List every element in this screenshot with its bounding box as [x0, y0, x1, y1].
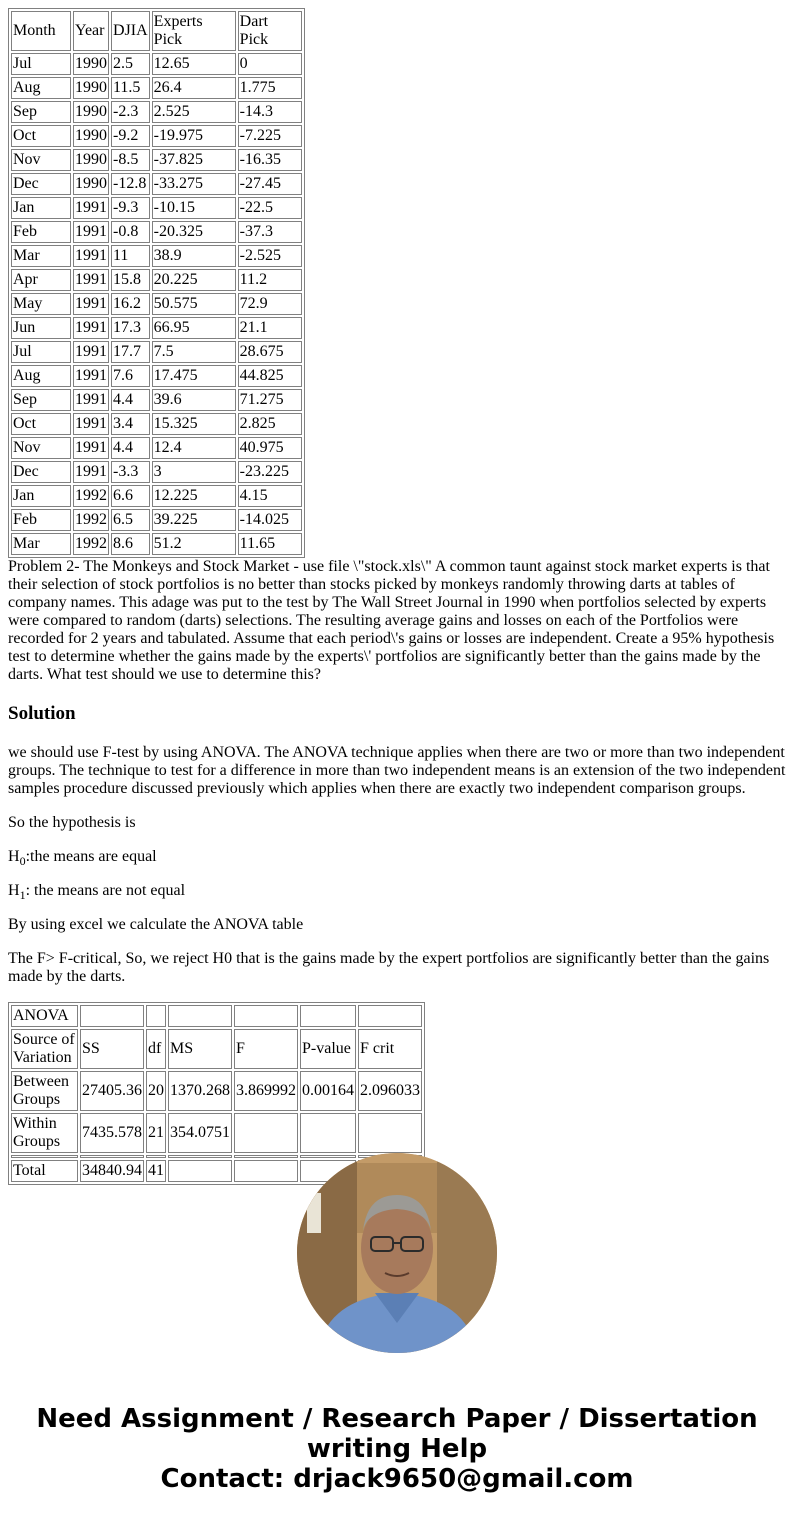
between-source: Between Groups — [11, 1071, 78, 1111]
dart-pick-cell: 0 — [238, 53, 302, 75]
anova-title-cell: ANOVA — [11, 1005, 78, 1027]
empty-cell — [80, 1005, 144, 1027]
dart-pick-cell: -7.225 — [238, 125, 302, 147]
between-p-value: 0.00164 — [300, 1071, 356, 1111]
problem-statement: Problem 2- The Monkeys and Stock Market - use file \"stock.xls\" A common taunt against stock market experts is that their selection of stock portfolios is no better than stocks picked by monkeys randomly throwing darts at tables of company names. This adage was put to the test by The Wall Street Journal in 1990 when portfolios selected by experts were compared to random (darts) selections. The resulting average gains and losses on each of the Portfolios were recorded for 2 years and tabulated. Assume that each period\'s gains or losses are independent. Create a 95% hypothesis test to determine whether the gains made by the experts\' portfolios are significantly better than the gains made by the darts. What test should we use to determine this? — [8, 558, 775, 683]
year-cell: 1991 — [73, 389, 109, 411]
month-cell: Dec — [11, 173, 71, 195]
djia-cell: -12.8 — [111, 173, 150, 195]
djia-cell: -8.5 — [111, 149, 150, 171]
month-cell: Dec — [11, 461, 71, 483]
stock-table-body — [11, 11, 302, 555]
h0-subscript: 0 — [19, 854, 26, 868]
dart-pick-cell: 21.1 — [238, 317, 302, 339]
djia-cell: 11 — [111, 245, 150, 267]
h1-subscript: 1 — [19, 888, 26, 902]
month-cell: Feb — [11, 221, 71, 243]
empty-cell — [234, 1005, 298, 1027]
experts-pick-cell: 51.2 — [152, 533, 236, 555]
empty-cell — [146, 1005, 166, 1027]
year-cell: 1992 — [73, 533, 109, 555]
djia-cell: -9.2 — [111, 125, 150, 147]
between-ms: 1370.268 — [168, 1071, 232, 1111]
within-f — [234, 1113, 298, 1153]
table-row — [11, 485, 302, 507]
within-source: Within Groups — [11, 1113, 78, 1153]
between-f: 3.869992 — [234, 1071, 298, 1111]
experts-pick-cell: -20.325 — [152, 221, 236, 243]
experts-pick-cell: 12.4 — [152, 437, 236, 459]
footer-banner — [0, 1404, 794, 1494]
table-row — [11, 77, 302, 99]
djia-cell: 11.5 — [111, 77, 150, 99]
h1-label: H — [8, 882, 20, 899]
month-cell: May — [11, 293, 71, 315]
djia-cell: 2.5 — [111, 53, 150, 75]
experts-pick-cell: -19.975 — [152, 125, 236, 147]
year-cell: 1990 — [73, 101, 109, 123]
djia-cell: -2.3 — [111, 101, 150, 123]
experts-pick-cell: -37.825 — [152, 149, 236, 171]
page-content — [8, 8, 786, 1185]
year-cell: 1991 — [73, 413, 109, 435]
month-cell: Mar — [11, 245, 71, 267]
djia-cell: 8.6 — [111, 533, 150, 555]
table-row — [11, 461, 302, 483]
experts-pick-cell: 20.225 — [152, 269, 236, 291]
month-cell: Sep — [11, 101, 71, 123]
between-f-crit: 2.096033 — [358, 1071, 422, 1111]
year-cell: 1990 — [73, 173, 109, 195]
year-cell: 1990 — [73, 125, 109, 147]
header-f-crit: F crit — [358, 1029, 422, 1069]
header-ss: SS — [80, 1029, 144, 1069]
header-source: Source of Variation — [11, 1029, 78, 1069]
year-cell: 1991 — [73, 461, 109, 483]
djia-cell: 15.8 — [111, 269, 150, 291]
hypothesis-intro: So the hypothesis is — [8, 814, 136, 831]
total-ms — [168, 1160, 232, 1182]
month-cell: Aug — [11, 77, 71, 99]
year-cell: 1990 — [73, 53, 109, 75]
header-dart-pick-cell: Dart Pick — [238, 11, 302, 51]
spacer-cell — [11, 1155, 78, 1158]
total-f — [234, 1160, 298, 1182]
year-cell: 1991 — [73, 293, 109, 315]
djia-cell: 4.4 — [111, 437, 150, 459]
table-row — [11, 341, 302, 363]
total-df: 41 — [146, 1160, 166, 1182]
month-cell: Jul — [11, 53, 71, 75]
year-cell: 1991 — [73, 317, 109, 339]
spacer-cell — [80, 1155, 144, 1158]
within-f-crit — [358, 1113, 422, 1153]
experts-pick-cell: 66.95 — [152, 317, 236, 339]
dart-pick-cell: 4.15 — [238, 485, 302, 507]
within-df: 21 — [146, 1113, 166, 1153]
anova-table — [8, 1002, 425, 1185]
year-cell: 1991 — [73, 221, 109, 243]
header-p-value: P-value — [300, 1029, 356, 1069]
anova-header-row — [11, 1029, 422, 1069]
month-cell: Apr — [11, 269, 71, 291]
avatar-portrait — [297, 1153, 497, 1353]
dart-pick-cell: 1.775 — [238, 77, 302, 99]
djia-cell: 6.5 — [111, 509, 150, 531]
within-p-value — [300, 1113, 356, 1153]
djia-cell: 17.7 — [111, 341, 150, 363]
between-ss: 27405.36 — [80, 1071, 144, 1111]
month-cell: Sep — [11, 389, 71, 411]
spacer-cell — [168, 1155, 232, 1158]
table-row — [11, 245, 302, 267]
experts-pick-cell: -33.275 — [152, 173, 236, 195]
year-cell: 1991 — [73, 341, 109, 363]
experts-pick-cell: 12.65 — [152, 53, 236, 75]
header-month-cell: Month — [11, 11, 71, 51]
empty-cell — [300, 1005, 356, 1027]
dart-pick-cell: -2.525 — [238, 245, 302, 267]
dart-pick-cell: 11.65 — [238, 533, 302, 555]
year-cell: 1992 — [73, 485, 109, 507]
table-row — [11, 437, 302, 459]
table-row — [11, 293, 302, 315]
djia-cell: 4.4 — [111, 389, 150, 411]
month-cell: Oct — [11, 413, 71, 435]
dart-pick-cell: -37.3 — [238, 221, 302, 243]
header-f: F — [234, 1029, 298, 1069]
conclusion-paragraph: The F> F-critical, So, we reject H0 that is the gains made by the expert portfolios are significantly better than the gains made by the darts. — [8, 950, 770, 985]
experts-pick-cell: 7.5 — [152, 341, 236, 363]
table-row — [11, 125, 302, 147]
header-djia-cell: DJIA — [111, 11, 150, 51]
djia-cell: 7.6 — [111, 365, 150, 387]
year-cell: 1992 — [73, 509, 109, 531]
excel-note: By using excel we calculate the ANOVA table — [8, 916, 304, 933]
dart-pick-cell: 72.9 — [238, 293, 302, 315]
header-year-cell: Year — [73, 11, 109, 51]
dart-pick-cell: 44.825 — [238, 365, 302, 387]
djia-cell: -0.8 — [111, 221, 150, 243]
table-row — [11, 413, 302, 435]
alternative-hypothesis — [8, 882, 786, 900]
dart-pick-cell: 2.825 — [238, 413, 302, 435]
h0-text: :the means are equal — [25, 848, 157, 865]
header-ms: MS — [168, 1029, 232, 1069]
table-row — [11, 317, 302, 339]
header-experts-pick-cell: Experts Pick — [152, 11, 236, 51]
djia-cell: -3.3 — [111, 461, 150, 483]
total-ss: 34840.94 — [80, 1160, 144, 1182]
dart-pick-cell: 28.675 — [238, 341, 302, 363]
month-cell: Jan — [11, 197, 71, 219]
month-cell: Jun — [11, 317, 71, 339]
djia-cell: -9.3 — [111, 197, 150, 219]
empty-cell — [168, 1005, 232, 1027]
month-cell: Aug — [11, 365, 71, 387]
footer-help-line: Need Assignment / Research Paper / Dissertation writing Help — [36, 1404, 758, 1464]
experts-pick-cell: 26.4 — [152, 77, 236, 99]
table-row — [11, 509, 302, 531]
total-source: Total — [11, 1160, 78, 1182]
experts-pick-cell: -10.15 — [152, 197, 236, 219]
experts-pick-cell: 50.575 — [152, 293, 236, 315]
year-cell: 1991 — [73, 437, 109, 459]
dart-pick-cell: -16.35 — [238, 149, 302, 171]
table-row — [11, 389, 302, 411]
spacer-cell — [300, 1155, 356, 1158]
header-df: df — [146, 1029, 166, 1069]
table-row — [11, 101, 302, 123]
month-cell: Nov — [11, 437, 71, 459]
anova-title-row — [11, 1005, 422, 1027]
experts-pick-cell: 38.9 — [152, 245, 236, 267]
between-df: 20 — [146, 1071, 166, 1111]
table-row — [11, 173, 302, 195]
stock-header-row — [11, 11, 302, 51]
table-row — [11, 221, 302, 243]
h1-text: : the means are not equal — [25, 882, 186, 899]
djia-cell: 17.3 — [111, 317, 150, 339]
dart-pick-cell: -22.5 — [238, 197, 302, 219]
year-cell: 1991 — [73, 365, 109, 387]
year-cell: 1990 — [73, 149, 109, 171]
year-cell: 1990 — [73, 77, 109, 99]
year-cell: 1991 — [73, 269, 109, 291]
table-row — [11, 197, 302, 219]
anova-spacer-row — [11, 1155, 422, 1158]
dart-pick-cell: -27.45 — [238, 173, 302, 195]
stock-data-table — [8, 8, 305, 558]
within-ms: 354.0751 — [168, 1113, 232, 1153]
dart-pick-cell: 11.2 — [238, 269, 302, 291]
table-row — [11, 269, 302, 291]
dart-pick-cell: -14.025 — [238, 509, 302, 531]
month-cell: Oct — [11, 125, 71, 147]
experts-pick-cell: 39.6 — [152, 389, 236, 411]
djia-cell: 3.4 — [111, 413, 150, 435]
month-cell: Jul — [11, 341, 71, 363]
experts-pick-cell: 3 — [152, 461, 236, 483]
djia-cell: 6.6 — [111, 485, 150, 507]
anova-between-row — [11, 1071, 422, 1111]
author-avatar — [297, 1153, 497, 1353]
dart-pick-cell: 40.975 — [238, 437, 302, 459]
anova-within-row — [11, 1113, 422, 1153]
month-cell: Mar — [11, 533, 71, 555]
dart-pick-cell: 71.275 — [238, 389, 302, 411]
empty-cell — [358, 1005, 422, 1027]
experts-pick-cell: 15.325 — [152, 413, 236, 435]
month-cell: Nov — [11, 149, 71, 171]
spacer-cell — [234, 1155, 298, 1158]
within-ss: 7435.578 — [80, 1113, 144, 1153]
month-cell: Feb — [11, 509, 71, 531]
month-cell: Jan — [11, 485, 71, 507]
spacer-cell — [146, 1155, 166, 1158]
table-row — [11, 533, 302, 555]
year-cell: 1991 — [73, 245, 109, 267]
experts-pick-cell: 39.225 — [152, 509, 236, 531]
year-cell: 1991 — [73, 197, 109, 219]
footer-contact-line: Contact: drjack9650@gmail.com — [160, 1464, 634, 1494]
table-row — [11, 53, 302, 75]
h0-label: H — [8, 848, 20, 865]
experts-pick-cell: 17.475 — [152, 365, 236, 387]
experts-pick-cell: 2.525 — [152, 101, 236, 123]
djia-cell: 16.2 — [111, 293, 150, 315]
anova-intro-paragraph: we should use F-test by using ANOVA. The ANOVA technique applies when there are two or more than two independent groups. The technique to test for a difference in more than two independent means is an extension of the two independent samples procedure discussed previously which applies when there are exactly two independent comparison groups. — [8, 744, 786, 797]
null-hypothesis — [8, 848, 786, 866]
experts-pick-cell: 12.225 — [152, 485, 236, 507]
solution-heading: Solution — [8, 703, 76, 724]
table-row — [11, 149, 302, 171]
dart-pick-cell: -23.225 — [238, 461, 302, 483]
dart-pick-cell: -14.3 — [238, 101, 302, 123]
table-row — [11, 365, 302, 387]
